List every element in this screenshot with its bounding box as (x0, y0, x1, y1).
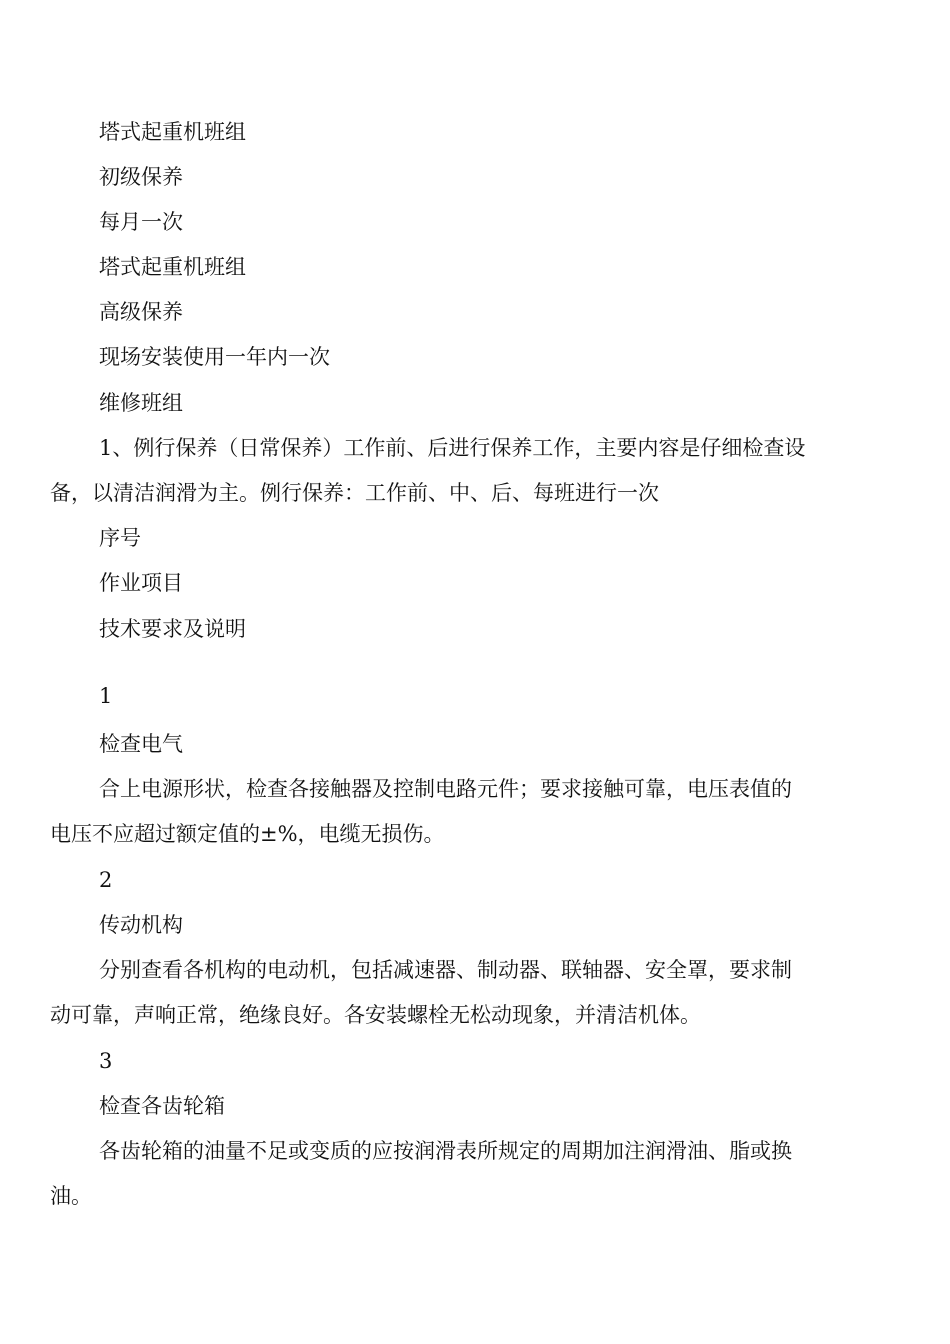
table-header-requirements: 技术要求及说明 (99, 617, 246, 641)
item-name-3: 检查各齿轮箱 (99, 1094, 225, 1118)
item-desc-2-line-2: 动可靠，声响正常，绝缘良好。各安装螺栓无松动现象，并清洁机体。 (50, 1003, 701, 1027)
item-name-2: 传动机构 (99, 913, 183, 937)
item-desc-1-line-2: 电压不应超过额定值的±%，电缆无损伤。 (50, 822, 445, 846)
table-header-item: 作业项目 (99, 571, 183, 595)
item-desc-1-line-1: 合上电源形状，检查各接触器及控制电路元件；要求接触可靠，电压表值的 (99, 777, 792, 801)
text-line-crane-team-1: 塔式起重机班组 (99, 120, 246, 144)
item-desc-2-line-1: 分别查看各机构的电动机，包括减速器、制动器、联轴器、安全罩，要求制 (99, 958, 792, 982)
item-desc-3-line-1: 各齿轮箱的油量不足或变质的应按润滑表所规定的周期加注润滑油、脂或换 (99, 1139, 792, 1163)
text-line-monthly: 每月一次 (99, 210, 183, 234)
table-header-number: 序号 (99, 526, 141, 550)
text-line-advanced-maintenance: 高级保养 (99, 300, 183, 324)
text-line-crane-team-2: 塔式起重机班组 (99, 255, 246, 279)
text-line-primary-maintenance: 初级保养 (99, 165, 183, 189)
item-desc-3-line-2: 油。 (50, 1184, 92, 1208)
paragraph-routine-line-1: 1、例行保养（日常保养）工作前、后进行保养工作，主要内容是仔细检查设 (99, 436, 806, 460)
text-line-once-per-year: 现场安装使用一年内一次 (99, 345, 330, 369)
paragraph-routine-line-2: 备，以清洁润滑为主。例行保养：工作前、中、后、每班进行一次 (50, 481, 659, 505)
item-number-1: 1 (99, 684, 113, 708)
text-line-repair-team: 维修班组 (99, 391, 183, 415)
item-name-1: 检查电气 (99, 732, 183, 756)
item-number-2: 2 (99, 868, 113, 892)
item-number-3: 3 (99, 1049, 113, 1073)
